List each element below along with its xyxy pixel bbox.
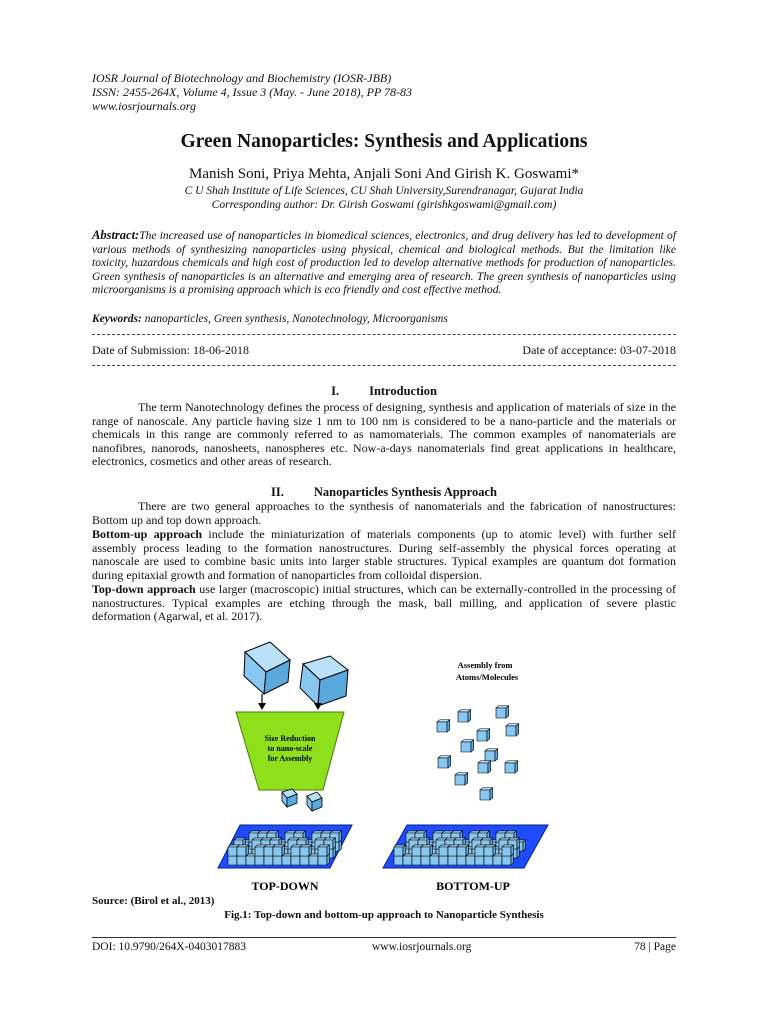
small-cube [496, 706, 509, 718]
abstract-label: Abstract: [92, 228, 140, 242]
synthesis-figure [0, 630, 768, 895]
small-cube [307, 792, 322, 811]
divider [92, 334, 676, 335]
small-cube [478, 761, 491, 773]
bottomup-diagram [383, 660, 548, 893]
divider [92, 365, 676, 366]
funnel-label-2: to nano-scale [267, 744, 313, 753]
small-cube [461, 740, 474, 752]
section-title: Introduction [369, 384, 437, 398]
figure-source: Source: (Birol et al., 2013) [92, 895, 215, 907]
small-cube [394, 845, 405, 856]
bottomup-term: Bottom-up approach [92, 527, 203, 541]
small-cube [282, 789, 297, 807]
acceptance-date: Date of acceptance: 03-07-2018 [522, 343, 676, 357]
footer-website: www.iosrjournals.org [372, 941, 472, 953]
corresponding-author: Corresponding author: Dr. Girish Goswami (girishkgoswami@gmail.com) [211, 199, 557, 211]
funnel-label-3: for Assembly [267, 754, 313, 763]
bottomup-label: BOTTOM-UP [436, 879, 510, 893]
bottomup-paragraph [92, 528, 676, 582]
small-cube [457, 845, 468, 856]
dates-row [92, 343, 676, 358]
small-cube [455, 773, 468, 785]
affiliation: C U Shah Institute of Life Sciences, CU Shah University,Surendranagar, Gujarat India [184, 185, 584, 197]
section-heading [0, 485, 768, 500]
small-cube [273, 845, 284, 856]
footer-rule [92, 937, 676, 938]
small-cube [477, 729, 490, 741]
issn-line: ISSN: 2455-264X, Volume 4, Issue 3 (May. - June 2018), PP 78-83 [92, 85, 413, 99]
bottomup-text: include the miniaturization of materials components (up to atomic level) with further self assembly process leading to the formation nanostructures. During self-assembly the physical forces operating at nanoscale are used to combine basic units into larger stable structures. Typical examples are quantum dot formation during epitaxial growth and formation of nanoparticles from colloidal dispersion. [92, 527, 676, 582]
synthesis-intro-paragraph [92, 500, 676, 527]
intro-text: The term Nanotechnology defines the process of designing, synthesis and application of materials of size in the range of nanoscale. Any particle having size 1 nm to 100 nm is considered to be a nano-particle and the materials or chemicals in this range are commonly referred to as namomaterials. The common examples of nanomaterials are nanofibres, nanorods, nanosheets, nanospheres etc. Now-a-days nanomaterials find great applications in healthcare, electronics, cosmetics and other areas of research. [92, 400, 676, 469]
keywords-text: nanoparticles, Green synthesis, Nanotechnology, Microorganisms [141, 313, 448, 325]
large-cube [244, 642, 290, 694]
floating-molecules [437, 706, 519, 800]
small-cube [437, 720, 450, 732]
topdown-term: Top-down approach [92, 582, 196, 596]
small-cube [318, 845, 329, 856]
section-heading [0, 384, 768, 399]
journal-name: IOSR Journal of Biotechnology and Biochemistry (IOSR-JBB) [92, 71, 392, 85]
small-cube [480, 788, 493, 800]
topdown-text: use larger (macroscopic) initial structures, which can be externally-controlled in the processing of nanostructures. Typical examples are etching through the mask, ball milling, and application of severe plastic deformation (Agarwal, et al. 2017). [92, 582, 677, 624]
small-cube [300, 845, 311, 856]
small-cube [506, 724, 519, 736]
topdown-label: TOP-DOWN [251, 879, 319, 893]
small-cube [484, 845, 495, 856]
small-cube [237, 845, 248, 856]
small-cube [438, 756, 451, 768]
small-cube [421, 845, 432, 856]
section-number: II. [271, 485, 284, 499]
small-cube [485, 749, 498, 761]
keywords [92, 313, 448, 325]
intro-paragraph [92, 401, 676, 469]
small-cube [502, 845, 513, 856]
abstract [92, 229, 676, 298]
topdown-paragraph [92, 583, 676, 624]
page-footer [92, 941, 676, 953]
assembly-label-2: Atoms/Molecules [455, 672, 519, 682]
funnel-label-1: Size Reduction [264, 734, 316, 743]
large-cube [300, 656, 348, 706]
section-number: I. [331, 384, 340, 398]
journal-website: www.iosrjournals.org [92, 99, 197, 113]
synthesis-intro-text: There are two general approaches to the synthesis of nanomaterials and the fabrication of nanostructures: Bottom up and top down approach. [92, 499, 676, 527]
small-cube [505, 761, 518, 773]
footer-page-number: 78 | Page [634, 941, 676, 953]
section-title: Nanoparticles Synthesis Approach [313, 485, 497, 499]
nanostructure-stack [394, 831, 525, 865]
paper-title: Green Nanoparticles: Synthesis and Applications [180, 131, 588, 152]
footer-doi: DOI: 10.9790/264X-0403017883 [92, 941, 246, 953]
submission-date: Date of Submission: 18-06-2018 [92, 343, 249, 357]
authors: Manish Soni, Priya Mehta, Anjali Soni And Girish K. Goswami* [189, 166, 579, 182]
arrow [314, 703, 322, 710]
abstract-text: The increased use of nanoparticles in biomedical sciences, electronics, and drug delivery has led to development of various methods of synthesizing nanoparticles using physical, chemical and biological methods. But the limitation like toxicity, hazardous chemicals and high cost of production led to develop alternative methods for production of nanoparticles. Green synthesis of nanoparticles is an alternative and emerging area of research. The green synthesis of nanoparticles using microorganisms is a promising approach which is eco friendly and cost effective method. [92, 230, 676, 297]
assembly-label-1: Assembly from [457, 660, 513, 670]
small-cube [458, 710, 471, 722]
figure-caption: Fig.1: Top-down and bottom-up approach to Nanoparticle Synthesis [224, 909, 544, 921]
keywords-label: Keywords: [92, 313, 142, 325]
topdown-diagram [218, 642, 352, 893]
